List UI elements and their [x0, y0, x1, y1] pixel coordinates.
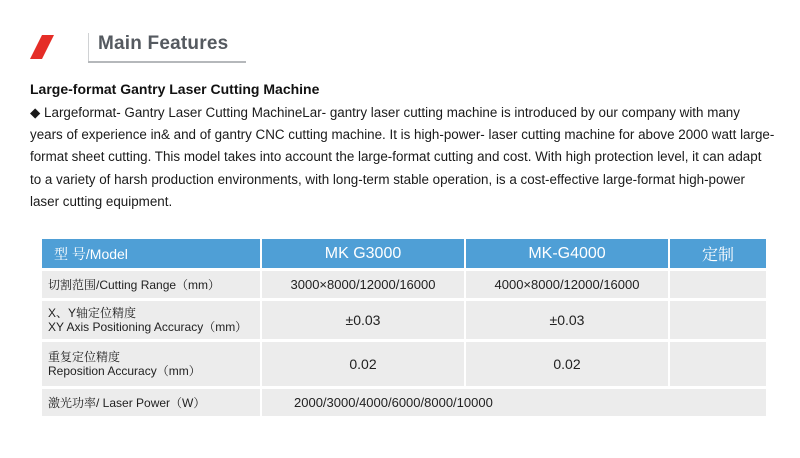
table-row	[42, 342, 766, 386]
cell-laser-power: 2000/3000/4000/6000/8000/10000	[262, 389, 766, 416]
column-header-custom: 定制	[670, 239, 766, 268]
cell-g3000: 0.02	[262, 342, 464, 386]
row-label-line1: X、Y轴定位精度	[48, 306, 137, 320]
spec-table	[40, 236, 768, 419]
table-row	[42, 301, 766, 339]
row-label-line1: 重复定位精度	[48, 350, 121, 364]
red-slash-icon	[30, 35, 60, 59]
description-text: Largeformat- Gantry Laser Cutting MachineLar- gantry laser cutting machine is introduced by our company with many years of experience in& and of gantry CNC cutting machine. It is high-power- laser cutting machine for above 2000 watt large-format sheet cutting. This model takes into account the large-format cutting and cost. With high protection level, it can adapt to a variety of harsh production environments, with long-term stable operation, is a cost-effective large-format high-power laser cutting equipment.	[30, 105, 775, 209]
header-underline	[88, 61, 246, 63]
row-label	[42, 342, 260, 386]
cell-custom	[670, 301, 766, 339]
table-row	[42, 389, 766, 416]
column-header-g3000: MK G3000	[262, 239, 464, 268]
row-label-line1: 激光功率/ Laser Power（W）	[48, 395, 206, 410]
cell-g3000: ±0.03	[262, 301, 464, 339]
product-title: Large-format Gantry Laser Cutting Machine	[30, 81, 320, 97]
table-header-row	[42, 239, 766, 268]
cell-custom	[670, 271, 766, 298]
cell-custom	[670, 342, 766, 386]
cell-g4000: 4000×8000/12000/16000	[466, 271, 668, 298]
row-label-line1: 切割范围/Cutting Range（mm）	[48, 277, 221, 292]
cell-g4000: 0.02	[466, 342, 668, 386]
bullet-icon: ◆	[30, 105, 41, 120]
row-label	[42, 389, 260, 416]
section-header	[30, 30, 770, 64]
section-title: Main Features	[98, 33, 229, 54]
row-label-line2: XY Axis Positioning Accuracy（mm）	[48, 320, 248, 334]
row-label	[42, 271, 260, 298]
column-header-model: 型 号/Model	[42, 239, 260, 268]
column-header-g4000: MK-G4000	[466, 239, 668, 268]
row-label-line2: Reposition Accuracy（mm）	[48, 364, 201, 378]
row-label	[42, 301, 260, 339]
product-description	[30, 102, 775, 213]
cell-g3000: 3000×8000/12000/16000	[262, 271, 464, 298]
table-row	[42, 271, 766, 298]
header-separator	[88, 33, 89, 61]
cell-g4000: ±0.03	[466, 301, 668, 339]
